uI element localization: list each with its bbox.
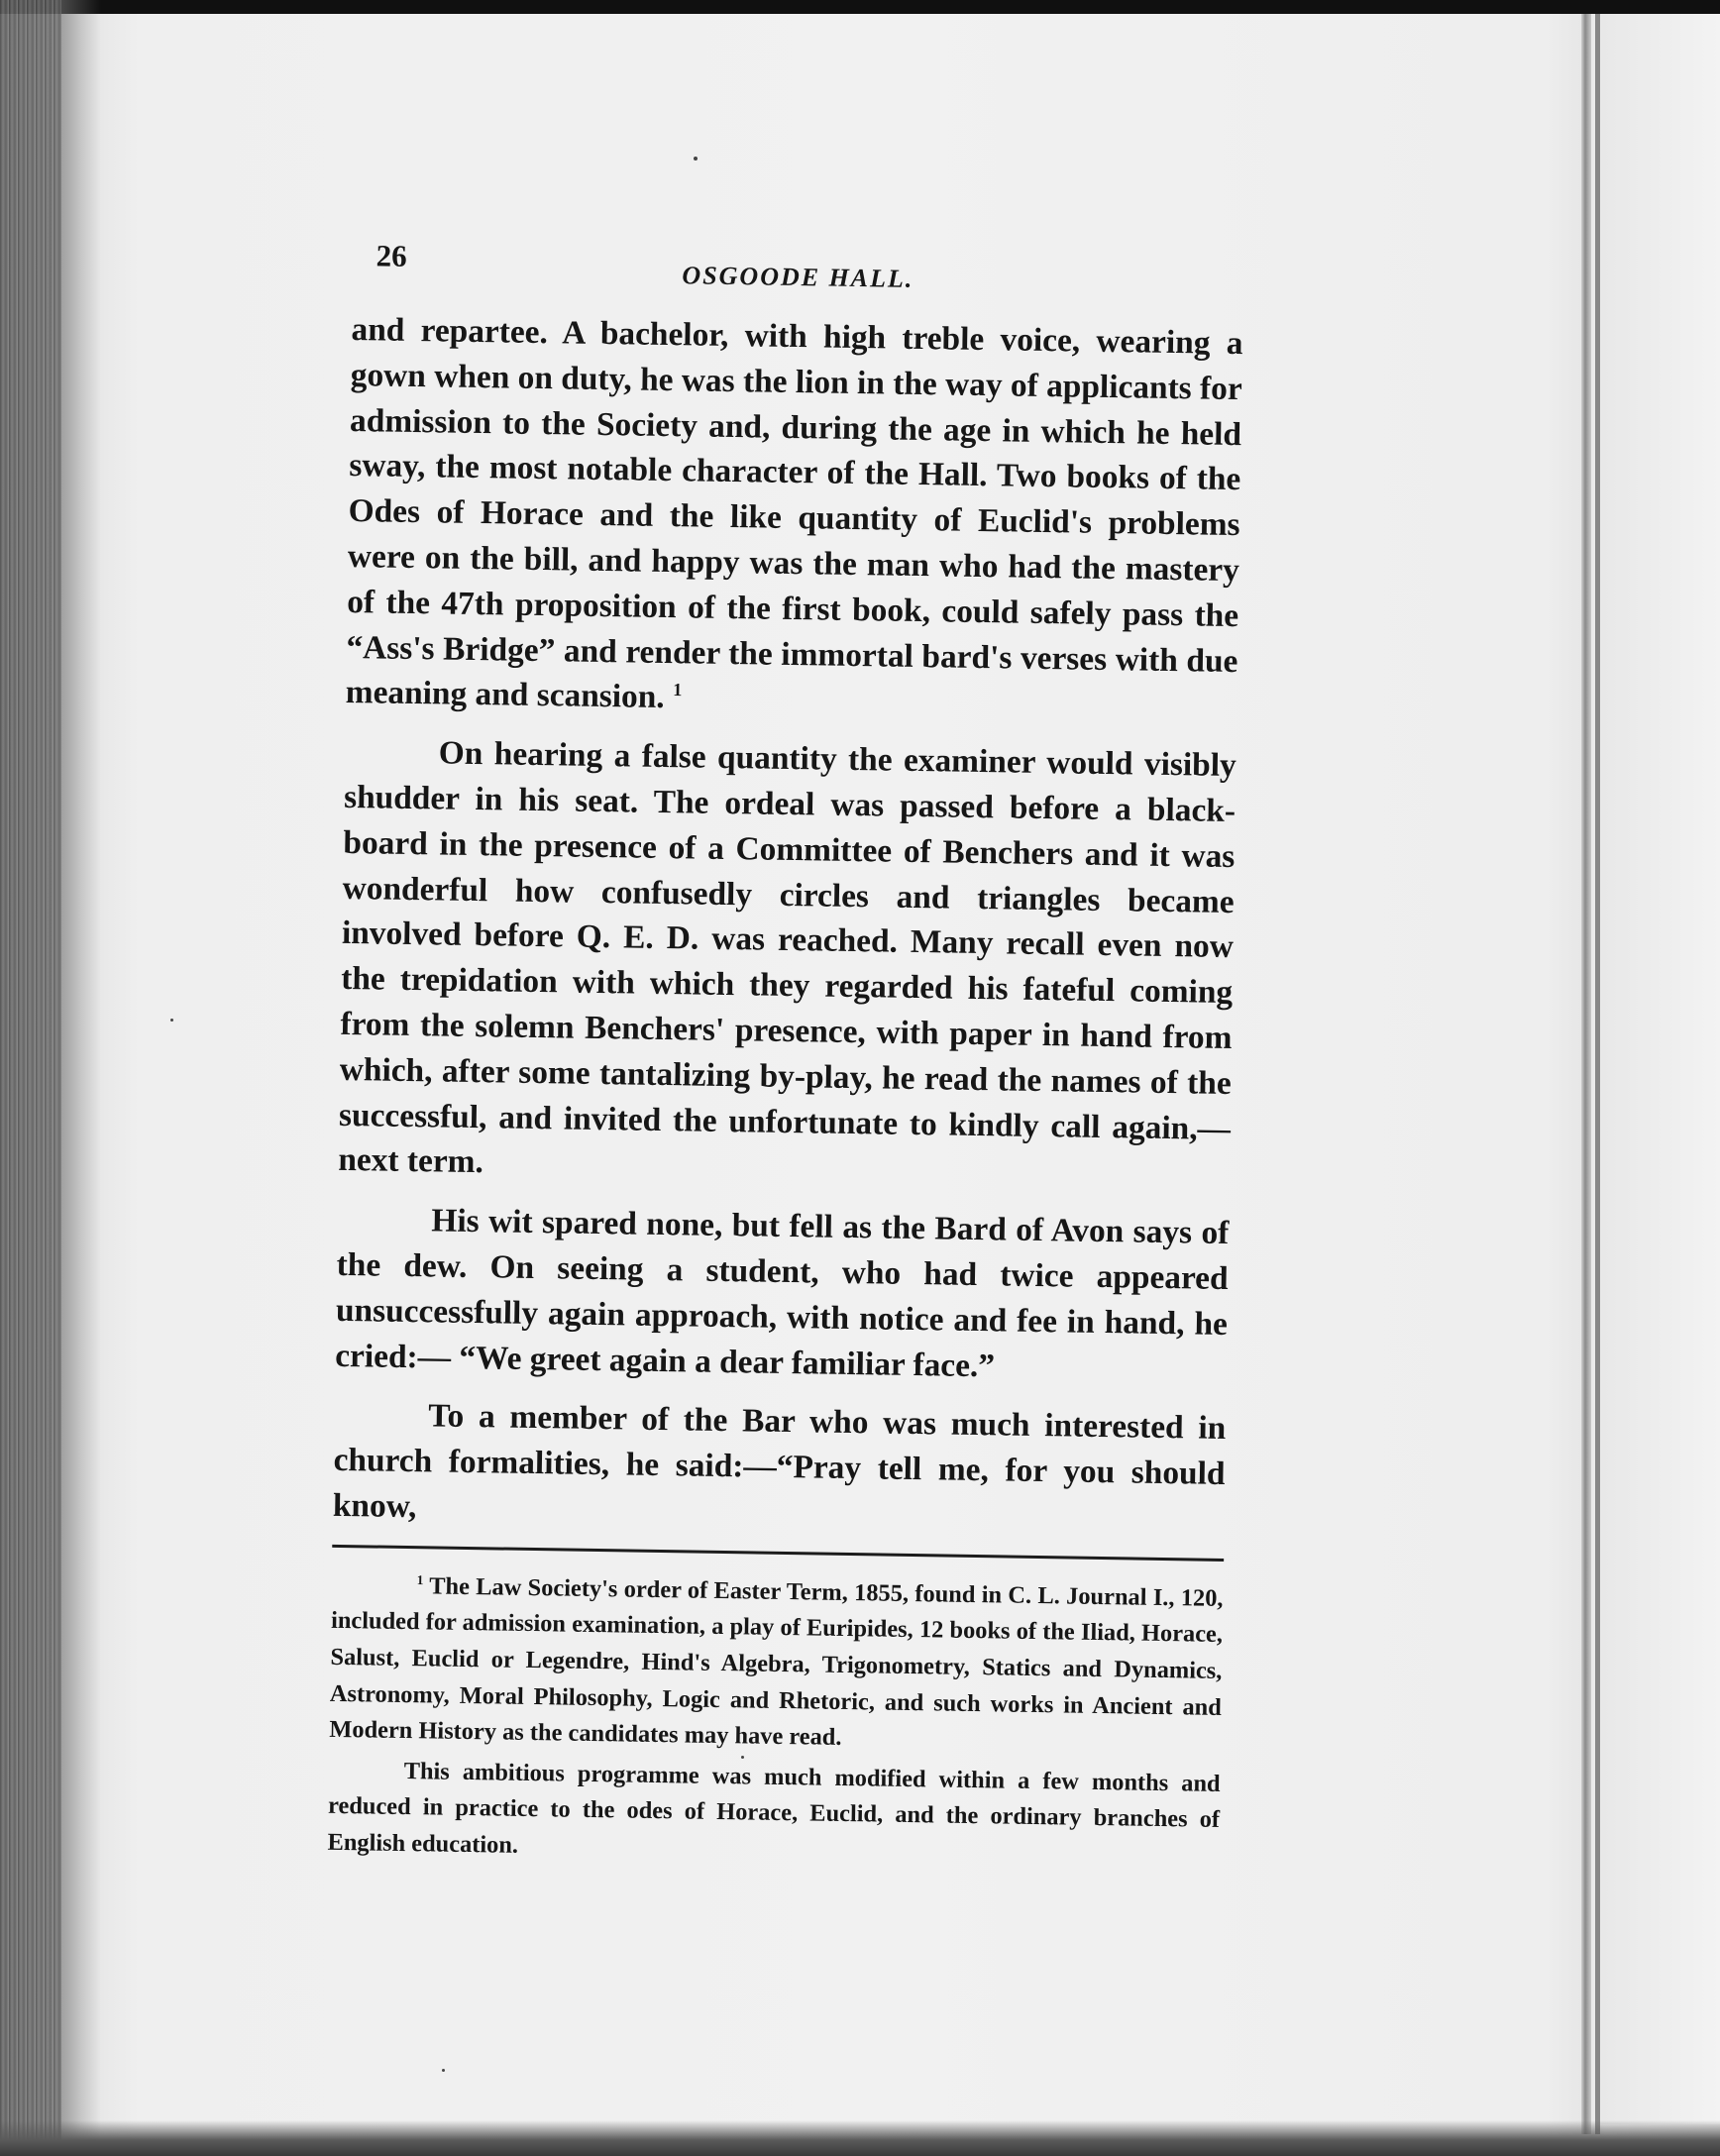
dust-speck (170, 1019, 173, 1022)
footnote (329, 1567, 1224, 1763)
dust-speck (442, 2069, 445, 2072)
left-page-fade (61, 0, 101, 2156)
paragraph (345, 307, 1242, 729)
paragraph: On hearing a false quantity the examiner would visibly shudder in his seat. The ordeal was passed before a black-board in the presence of a Committee of Benchers and it was wonderful how confusedly circles and triangles became involved before Q. E. D. was reached. Many recall even now the trepidation with which they regarded his fateful coming from the solemn Benchers' presence, with paper in hand from which, after some tantalizing by-play, he read the names of the successful, and invited the unfortunate to kindly call again,—next term. (338, 734, 1237, 1181)
book-page-edges (0, 0, 61, 2156)
dust-speck (694, 157, 698, 161)
top-scan-shadow (0, 0, 1720, 14)
footnote-continuation: This ambitious programme was much modified within a few months and reduced in practice to the odes of Horace, Euclid, and the ordinary branches of English education. (327, 1757, 1221, 1859)
footnote-mark: 1 (416, 1571, 424, 1587)
main-text (333, 307, 1243, 1543)
footnotes (327, 1567, 1224, 1876)
footnote-reference: 1 (673, 680, 683, 701)
bottom-scan-shadow (0, 2120, 1720, 2156)
footnote-text: The Law Society's order of Easter Term, 1855, found in C. L. Journal I., 120, included for admission examination, a play of Euripides, 12 books of the Iliad, Horace, Salust, Euclid or Legendre, Hind's Algebra, Trigonometry, Statics and Dynamics, Astronomy, Moral Philosophy, Logic and Rhetoric, and such works in Ancient and Modern History as the candidates may have read. (329, 1572, 1224, 1752)
running-head: OSGOODE HALL. (682, 261, 914, 293)
paragraph: His wit spared none, but fell as the Bard of Avon says of the dew. On seeing a student, who had twice appeared unsuccessfully again approach, with notice and fee in hand, he cried:— “We greet again a dear familiar face.” (334, 1202, 1230, 1384)
facing-page-strip (1600, 14, 1720, 2124)
footnote-rule (332, 1545, 1224, 1562)
book-page (327, 238, 1244, 1875)
book-gutter (1581, 14, 1591, 2134)
paragraph: To a member of the Bar who was much interested in church formalities, he said:—“Pray tell me, for you should know, (332, 1397, 1227, 1526)
paragraph-text: and repartee. A bachelor, with high treble voice, wearing a gown when on duty, he was the lion in the way of applicants for admission to the Society and, during the age in which he held sway, the most notable character of the Hall. Two books of the Odes of Horace and the like quantity of Euclid's problems were on the bill, and happy was the man who had the mastery of the 47th proposition of the first book, could safely pass the “Ass's Bridge” and render the immortal bard's verses with due meaning and scansion. (345, 310, 1243, 716)
page-number: 26 (376, 238, 407, 273)
